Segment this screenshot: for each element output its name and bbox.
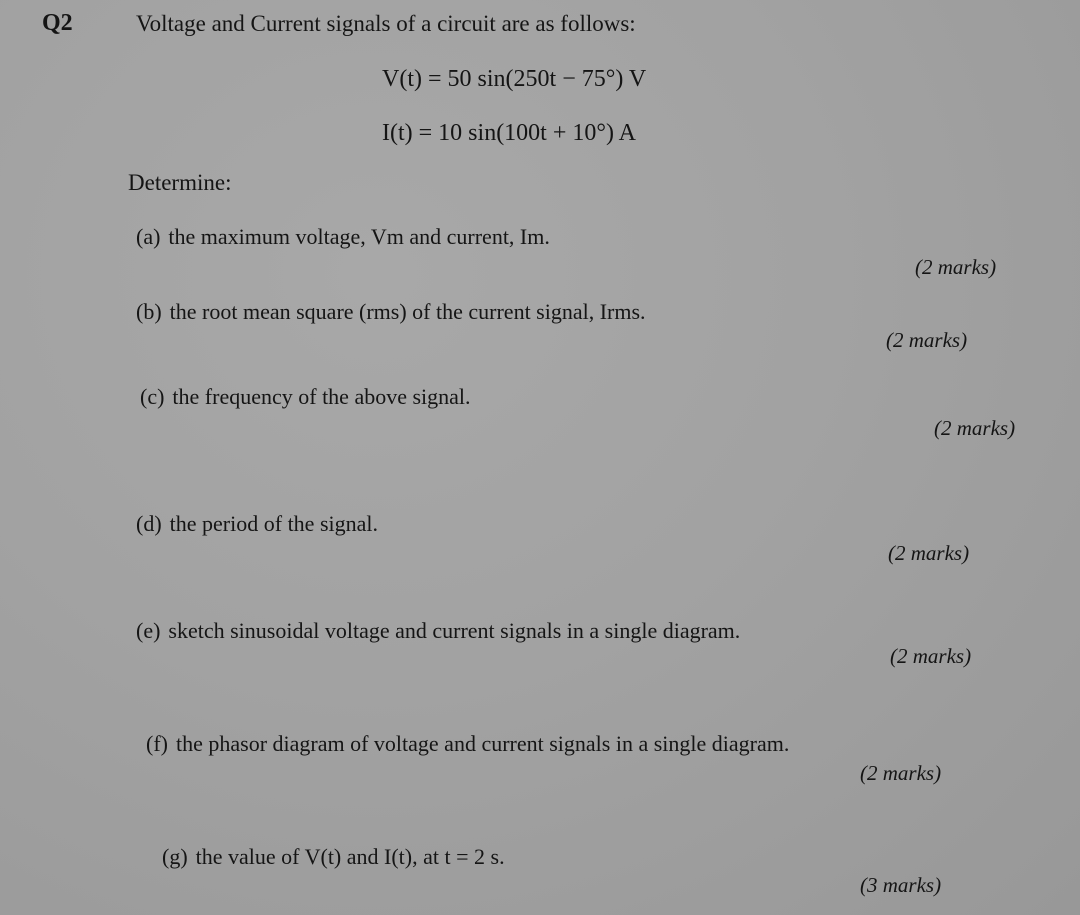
part-d-marks: (2 marks)	[888, 541, 970, 565]
part-c-text: the frequency of the above signal.	[172, 384, 471, 409]
question-number: Q2	[42, 10, 73, 36]
part-f-label: (f)	[146, 731, 168, 756]
part-c-label: (c)	[140, 384, 165, 409]
determine-heading: Determine:	[128, 170, 232, 195]
part-e-marks: (2 marks)	[890, 644, 972, 668]
part-b-text: the root mean square (rms) of the current signal, Irms.	[169, 299, 646, 324]
part-a-text: the maximum voltage, Vm and current, Im.	[168, 224, 550, 249]
part-d	[136, 511, 378, 537]
part-e-text: sketch sinusoidal voltage and current signals in a single diagram.	[168, 618, 741, 643]
part-f-text: the phasor diagram of voltage and current signals in a single diagram.	[175, 731, 790, 756]
part-g-text: the value of V(t) and I(t), at t = 2 s.	[195, 844, 505, 869]
part-a-label: (a)	[136, 224, 161, 249]
part-f-marks: (2 marks)	[860, 761, 942, 785]
part-f	[146, 731, 789, 757]
current-equation: I(t) = 10 sin(100t + 10°) A	[382, 120, 636, 146]
part-g-label: (g)	[162, 844, 188, 869]
part-d-label: (d)	[136, 511, 162, 536]
voltage-equation: V(t) = 50 sin(250t − 75°) V	[382, 66, 647, 92]
part-a	[136, 224, 550, 250]
part-g	[162, 844, 505, 870]
part-b-label: (b)	[136, 299, 162, 324]
part-d-text: the period of the signal.	[169, 511, 378, 536]
part-e-label: (e)	[136, 618, 161, 643]
part-b	[136, 299, 646, 325]
part-b-marks: (2 marks)	[886, 328, 968, 352]
part-c-marks: (2 marks)	[934, 416, 1016, 440]
part-a-marks: (2 marks)	[915, 255, 997, 279]
part-c	[140, 384, 471, 410]
part-g-marks: (3 marks)	[860, 873, 942, 897]
question-intro: Voltage and Current signals of a circuit are as follows:	[136, 11, 636, 36]
part-e	[136, 618, 740, 644]
